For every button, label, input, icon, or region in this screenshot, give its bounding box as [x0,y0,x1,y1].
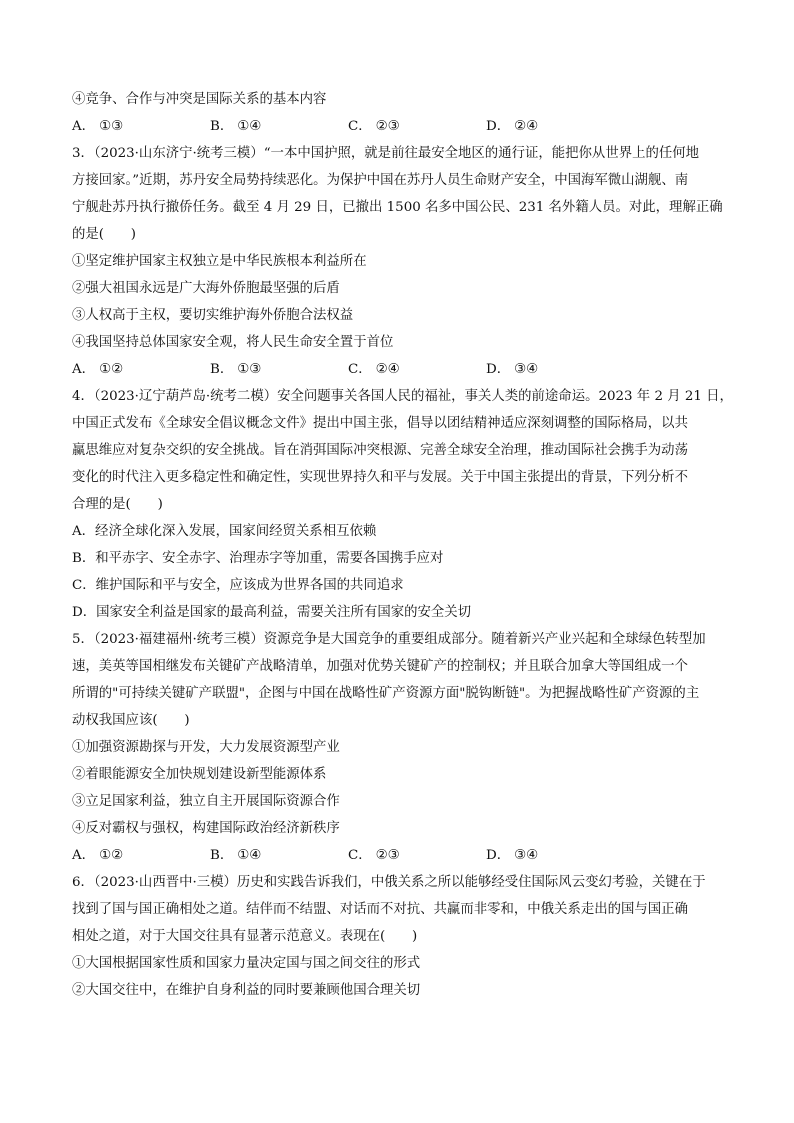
stem-line: 中国正式发布《全球安全倡议概念文件》提出中国主张，倡导以团结精神适应深刻调整的国际格局，以共 [72,416,688,431]
statement-3: ③人权高于主权，要切实维护海外侨胞合法权益 [72,308,354,323]
question-5 [72,626,722,869]
option-c[interactable] [348,842,486,869]
question-4 [72,383,733,626]
option-d[interactable] [486,356,624,383]
option-text: ③④ [514,362,539,377]
statement-2: ②着眼能源安全加快规划建设新型能源体系 [72,767,327,782]
option-text: ①③ [99,119,124,134]
option-key: C． [348,362,372,377]
option-key: B． [210,119,234,134]
option-key: A． [72,362,96,377]
option-text: ②③ [375,848,400,863]
exam-page [72,86,733,1004]
stem-line: 所谓的"可持续关键矿产联盟"，企图与中国在战略性矿产资源方面"脱钩断链"。为把握战略性矿产资源的主 [72,686,700,701]
option-text: ②④ [375,362,400,377]
option-key: D． [486,362,511,377]
option-key: D． [486,119,511,134]
stem-line: 方接回家。”近期，苏丹安全局势持续恶化。为保护中国在苏丹人员生命财产安全，中国海军微山湖舰、南 [72,173,689,188]
option-key: C． [348,119,372,134]
choice-c[interactable]: C．维护国际和平与安全，应该成为世界各国的共同追求 [72,578,404,593]
option-key: B． [210,362,234,377]
statement-4: ④竞争、合作与冲突是国际关系的基本内容 [72,92,327,107]
stem-line: 6．（2023·山西晋中·三模）历史和实践告诉我们，中俄关系之所以能够经受住国际风云变幻考验，关键在于 [72,875,706,890]
stem-line: 的是( ) [72,227,137,242]
option-d[interactable] [486,113,624,140]
statement-1: ①坚定维护国家主权独立是中华民族根本利益所在 [72,254,367,269]
option-text: ①③ [237,362,262,377]
stem-line: 找到了国与国正确相处之道。结伴而不结盟、对话而不对抗、共赢而非零和，中俄关系走出的国与国正确 [72,902,688,917]
stem-line: 动权我国应该( ) [72,713,190,728]
stem-line: 3．（2023·山东济宁·统考三模）“一本中国护照，就是前往最安全地区的通行证，能把你从世界上的任何地 [72,146,700,161]
question-6 [72,869,722,1004]
option-c[interactable] [348,356,486,383]
option-text: ①④ [237,848,262,863]
statement-2: ②强大祖国永远是广大海外侨胞最坚强的后盾 [72,281,340,296]
statement-3: ③立足国家利益，独立自主开展国际资源合作 [72,794,340,809]
options-row [72,113,722,140]
option-key: A． [72,848,96,863]
stem-line: 变化的时代注入更多稳定性和确定性，实现世界持久和平与发展。关于中国主张提出的背景，下列分析不 [72,470,688,485]
option-b[interactable] [210,356,348,383]
statement-4: ④我国坚持总体国家安全观，将人民生命安全置于首位 [72,335,394,350]
stem-line: 4．（2023·辽宁葫芦岛·统考二模）安全问题事关各国人民的福祉，事关人类的前途命运。2023 年 2 月 21 日， [72,389,733,404]
question-2-tail [72,86,722,140]
choice-b[interactable]: B．和平赤字、安全赤字、治理赤字等加重，需要各国携手应对 [72,551,444,566]
option-text: ①④ [237,119,262,134]
option-text: ①② [99,848,124,863]
stem-line: 5．（2023·福建福州·统考三模）资源竞争是大国竞争的重要组成部分。随着新兴产业兴起和全球绿色转型加 [72,632,706,647]
option-b[interactable] [210,113,348,140]
statement-1: ①加强资源勘探与开发，大力发展资源型产业 [72,740,340,755]
statement-2: ②大国交往中，在维护自身利益的同时要兼顾他国合理关切 [72,983,421,998]
option-key: C． [348,848,372,863]
question-3 [72,140,722,383]
stem-line: 相处之道，对于大国交往具有显著示范意义。表现在( ) [72,929,418,944]
stem-line: 宁舰赴苏丹执行撤侨任务。截至 4 月 29 日，已撤出 1500 名多中国公民、231 名外籍人员。对此，理解正确 [72,200,723,215]
option-a[interactable] [72,842,210,869]
option-text: ②④ [514,119,539,134]
stem-line: 赢思维应对复杂交织的安全挑战。旨在消弭国际冲突根源、完善全球安全治理，推动国际社会携手为动荡 [72,443,688,458]
statement-1: ①大国根据国家性质和国家力量决定国与国之间交往的形式 [72,956,421,971]
option-key: A． [72,119,96,134]
option-a[interactable] [72,113,210,140]
option-text: ①② [99,362,124,377]
option-text: ③④ [514,848,539,863]
option-d[interactable] [486,842,624,869]
options-row [72,842,722,869]
choice-a[interactable]: A．经济全球化深入发展，国家间经贸关系相互依赖 [72,524,377,539]
stem-line: 速，美英等国相继发布关键矿产战略清单，加强对优势关键矿产的控制权；并且联合加拿大等国组成一个 [72,659,688,674]
option-a[interactable] [72,356,210,383]
options-row [72,356,722,383]
stem-line: 合理的是( ) [72,497,163,512]
option-key: B． [210,848,234,863]
statement-4: ④反对霸权与强权，构建国际政治经济新秩序 [72,821,340,836]
option-text: ②③ [375,119,400,134]
choice-d[interactable]: D．国家安全利益是国家的最高利益，需要关注所有国家的安全关切 [72,605,472,620]
option-c[interactable] [348,113,486,140]
option-key: D． [486,848,511,863]
option-b[interactable] [210,842,348,869]
